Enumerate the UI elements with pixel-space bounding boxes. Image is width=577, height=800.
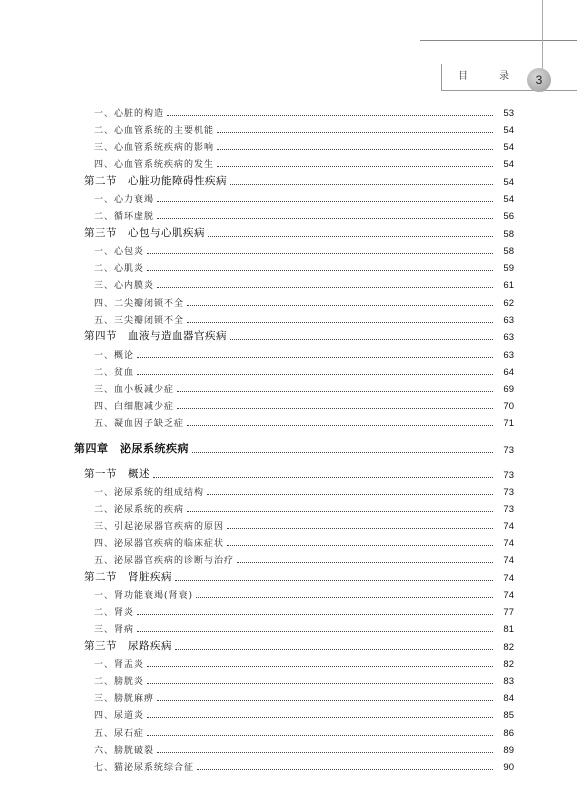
toc-page-number: 82 — [503, 642, 514, 654]
toc-label: 三、心血管系统疾病的影响 — [94, 143, 215, 154]
toc-page-number: 56 — [503, 211, 514, 223]
toc-leader-dots — [187, 511, 493, 512]
toc-page-number: 70 — [503, 400, 514, 412]
toc-label: 三、引起泌尿器官疾病的原因 — [94, 521, 225, 532]
toc-page-number: 63 — [503, 332, 514, 344]
toc-item[interactable] — [84, 739, 514, 756]
toc-label: 一、心包炎 — [94, 247, 145, 258]
toc-item[interactable] — [84, 687, 514, 704]
toc-page-number: 54 — [503, 125, 514, 137]
toc-item[interactable] — [84, 309, 514, 326]
toc-item[interactable] — [84, 601, 514, 618]
toc-page-number: 74 — [503, 538, 514, 550]
toc-item[interactable] — [84, 704, 514, 721]
toc-label: 三、血小板减少症 — [94, 384, 175, 395]
toc-label: 一、泌尿系统的组成结构 — [94, 487, 205, 498]
toc-leader-dots — [137, 357, 493, 358]
page-number-badge: 3 — [527, 68, 551, 92]
toc-leader-dots — [157, 700, 493, 701]
toc-leader-dots — [157, 287, 493, 288]
toc-section[interactable] — [84, 170, 514, 188]
toc-label: 四、泌尿器官疾病的临床症状 — [94, 539, 225, 550]
toc-label: 第三节 心包与心肌疾病 — [84, 227, 205, 240]
toc-label: 第四章 泌尿系统疾病 — [74, 441, 189, 455]
toc-leader-dots — [167, 115, 493, 116]
toc-leader-dots — [196, 597, 493, 598]
toc-page-number: 73 — [503, 444, 514, 456]
toc-item[interactable] — [84, 136, 514, 153]
toc-label: 第二节 肾脏疾病 — [84, 570, 172, 583]
toc-item[interactable] — [84, 257, 514, 274]
toc-leader-dots — [137, 374, 493, 375]
toc-label: 五、泌尿器官疾病的诊断与治疗 — [94, 556, 235, 567]
toc-label: 二、泌尿系统的疾病 — [94, 504, 185, 515]
toc-page-number: 54 — [503, 142, 514, 154]
toc-page-number: 74 — [503, 590, 514, 602]
toc-label: 二、心肌炎 — [94, 264, 145, 275]
toc-label: 四、心血管系统疾病的发生 — [94, 160, 215, 171]
toc-chapter[interactable] — [74, 436, 514, 456]
toc-leader-dots — [208, 236, 493, 237]
toc-label: 一、肾盂炎 — [94, 660, 145, 671]
toc-item[interactable] — [84, 498, 514, 515]
toc-label: 七、猫泌尿系统综合征 — [94, 762, 195, 773]
toc-leader-dots — [147, 717, 493, 718]
header-rule-top — [420, 40, 577, 41]
toc-leader-dots — [157, 218, 493, 219]
toc-item[interactable] — [84, 395, 514, 412]
toc-leader-dots — [147, 270, 493, 271]
toc-item[interactable] — [84, 670, 514, 687]
toc-leader-dots — [217, 132, 493, 133]
toc-leader-dots — [187, 305, 493, 306]
toc-item[interactable] — [84, 515, 514, 532]
toc-leader-dots — [147, 683, 493, 684]
toc-leader-dots — [187, 322, 493, 323]
toc-leader-dots — [177, 408, 493, 409]
toc-label: 五、三尖瓣闭锁不全 — [94, 315, 185, 326]
toc-leader-dots — [157, 752, 493, 753]
toc-page-number: 85 — [503, 710, 514, 722]
toc-item[interactable] — [84, 721, 514, 738]
toc-leader-dots — [147, 735, 493, 736]
toc-section[interactable] — [84, 222, 514, 240]
toc-label: 三、肾病 — [94, 625, 135, 636]
toc-label: 第四节 血液与造血器官疾病 — [84, 330, 227, 343]
toc-leader-dots — [187, 425, 493, 426]
toc-page-number: 64 — [503, 366, 514, 378]
toc-label: 二、膀胱炎 — [94, 677, 145, 688]
toc-page-number: 82 — [503, 659, 514, 671]
toc-page-number: 77 — [503, 607, 514, 619]
toc-page-number: 53 — [503, 108, 514, 120]
toc-label: 四、尿道炎 — [94, 711, 145, 722]
toc-item[interactable] — [84, 532, 514, 549]
toc-item[interactable] — [84, 153, 514, 170]
toc-page-number: 73 — [503, 503, 514, 515]
toc-section[interactable] — [84, 326, 514, 344]
toc-leader-dots — [197, 769, 493, 770]
toc-page-number: 63 — [503, 349, 514, 361]
toc-page-number: 54 — [503, 159, 514, 171]
toc-leader-dots — [157, 201, 493, 202]
table-of-contents — [74, 102, 514, 773]
toc-section[interactable] — [84, 566, 514, 584]
toc-label: 一、概论 — [94, 350, 135, 361]
toc-label: 二、肾炎 — [94, 608, 135, 619]
toc-item[interactable] — [84, 240, 514, 257]
toc-leader-dots — [227, 528, 493, 529]
toc-item[interactable] — [84, 119, 514, 136]
toc-item[interactable] — [84, 549, 514, 566]
toc-page-number: 86 — [503, 727, 514, 739]
toc-leader-dots — [192, 452, 493, 453]
toc-item[interactable] — [84, 291, 514, 308]
toc-leader-dots — [217, 149, 493, 150]
toc-page-number: 62 — [503, 297, 514, 309]
toc-item[interactable] — [84, 584, 514, 601]
toc-item[interactable] — [84, 618, 514, 635]
toc-leader-dots — [137, 631, 493, 632]
toc-page-number: 58 — [503, 229, 514, 241]
toc-section[interactable] — [84, 463, 514, 481]
toc-leader-dots — [217, 166, 493, 167]
toc-leader-dots — [175, 649, 493, 650]
toc-page-number: 71 — [503, 417, 514, 429]
toc-label: 一、心脏的构造 — [94, 109, 165, 120]
toc-page-number: 54 — [503, 194, 514, 206]
toc-page-number: 63 — [503, 314, 514, 326]
toc-label: 四、白细胞减少症 — [94, 401, 175, 412]
toc-label: 三、心内膜炎 — [94, 281, 155, 292]
toc-leader-dots — [175, 580, 493, 581]
toc-section[interactable] — [84, 635, 514, 653]
toc-label: 六、膀胱破裂 — [94, 745, 155, 756]
toc-label: 一、心力衰竭 — [94, 195, 155, 206]
toc-page-number: 74 — [503, 572, 514, 584]
toc-page-number: 83 — [503, 676, 514, 688]
toc-leader-dots — [147, 666, 493, 667]
toc-label: 二、心血管系统的主要机能 — [94, 126, 215, 137]
toc-item[interactable] — [84, 343, 514, 360]
toc-leader-dots — [207, 494, 493, 495]
toc-item[interactable] — [84, 756, 514, 773]
toc-page-number: 58 — [503, 246, 514, 258]
toc-item[interactable] — [84, 481, 514, 498]
toc-page-number: 74 — [503, 555, 514, 567]
toc-label: 五、凝血因子缺乏症 — [94, 418, 185, 429]
toc-page-number: 73 — [503, 469, 514, 481]
toc-label: 四、二尖瓣闭锁不全 — [94, 298, 185, 309]
toc-label: 第三节 尿路疾病 — [84, 640, 172, 653]
toc-page-number: 89 — [503, 744, 514, 756]
toc-page-number: 61 — [503, 280, 514, 292]
toc-item[interactable] — [84, 102, 514, 119]
toc-page-number: 69 — [503, 383, 514, 395]
toc-page-number: 59 — [503, 263, 514, 275]
toc-label: 二、循环虚脱 — [94, 212, 155, 223]
header-title: 目 录 — [458, 71, 524, 82]
toc-page-number: 81 — [503, 624, 514, 636]
toc-page-number: 54 — [503, 177, 514, 189]
toc-item[interactable] — [84, 361, 514, 378]
header-rule-tick — [441, 64, 442, 90]
toc-label: 二、贫血 — [94, 367, 135, 378]
toc-page-number: 74 — [503, 520, 514, 532]
toc-page-number: 73 — [503, 486, 514, 498]
toc-label: 一、肾功能衰竭(肾衰) — [94, 591, 194, 602]
toc-leader-dots — [153, 477, 493, 478]
toc-page-number: 84 — [503, 693, 514, 705]
toc-page-number: 90 — [503, 761, 514, 773]
toc-leader-dots — [230, 184, 493, 185]
header-rule-under — [441, 90, 577, 91]
toc-leader-dots — [230, 339, 493, 340]
toc-label: 五、尿石症 — [94, 728, 145, 739]
toc-leader-dots — [177, 391, 493, 392]
toc-leader-dots — [237, 562, 493, 563]
toc-leader-dots — [147, 253, 493, 254]
toc-item[interactable] — [84, 188, 514, 205]
toc-leader-dots — [137, 614, 493, 615]
toc-item[interactable] — [84, 653, 514, 670]
toc-label: 第一节 概述 — [84, 467, 150, 480]
toc-item[interactable] — [84, 378, 514, 395]
toc-item[interactable] — [84, 412, 514, 429]
toc-leader-dots — [227, 545, 493, 546]
toc-item[interactable] — [84, 205, 514, 222]
toc-item[interactable] — [84, 274, 514, 291]
toc-label: 第二节 心脏功能障碍性疾病 — [84, 175, 227, 188]
toc-label: 三、膀胱麻痹 — [94, 694, 155, 705]
